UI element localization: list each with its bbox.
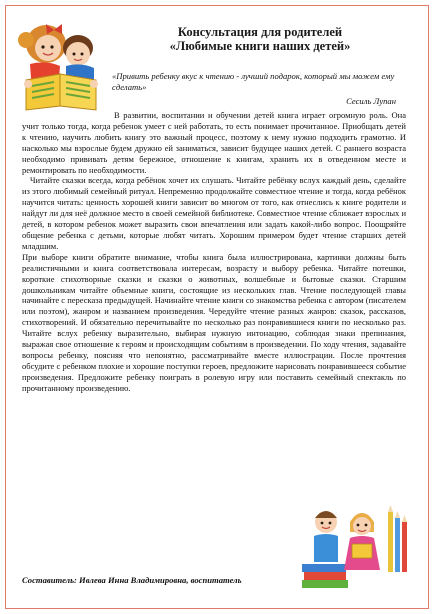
children-reading-illustration [12, 14, 112, 114]
epigraph-author: Сесиль Лупан [346, 96, 396, 106]
epigraph-quote: «Привить ребенку вкус к чтению - лучший подарок, который мы можем ему сделать» [112, 71, 395, 92]
author-signature: Составитель: Ивлева Инна Владимировна, воспитатель [22, 575, 242, 585]
page-title [110, 26, 410, 53]
title-line-1: Консультация для родителей [177, 25, 343, 39]
article-body [22, 110, 406, 394]
title-line-2: «Любимые книги наших детей» [169, 38, 351, 53]
paragraph-3: При выборе книги обратите внимание, чтобы книга была иллюстрирована, картинки должны быть реалистичными и книга соответствовала интересам, возрасту и выбору ребенка. Читайте потешки, короткие стихотворные сказки и сказки о животных, волшебные и бытовые сказки. Старшим дошкольникам читайте объемные книги, состоящие из нескольких глав. Чтение последующей главы начинайте с пересказа предыдущей. Начинайте чтение книги со знакомства ребенка с автором (писателем или поэтом), жанром и названием произведения. Чередуйте чтение разных жанров: сказок, рассказов, стихотворений. И обязательно перечитывайте по несколько раз понравившиеся книги по несколько раз. Читайте вслух ребенку выразительно, выбирая нужную интонацию, соблюдая знаки препинания, выражая свое отношение к героям и происходящим событиям в произведении. По ходу чтения, задавайте вопросы ребенку, поясняя что непонятно, рассматривайте вместе иллюстрации. После прочтения обсудите с ребенком плохие и хорошие поступки героев, предложите нарисовать понравившееся событие произведения. Предложите ребенку поиграть в ролевую игру или поставить семейный спектакль по прочитанному произведению. [22, 251, 406, 393]
paragraph-1: В развитии, воспитании и обучении детей книга играет огромную роль. Она учит только тогда, когда ребенок умеет с ней работать, то есть понимает прочитанное. Приобщать детей к чтению, научить любить книгу это важный процесс, поэтому к нему нужно подходить грамотно. И насколько мы взрослые будем дружно ей заниматься, зависит будущее наших детей. С раннего возраста необходимо прививать детям бережное, отношение к книгам, хранить их в отведенном месте и ремонтировать по необходимости. [22, 110, 406, 175]
paragraph-2: Читайте сказки всегда, когда ребёнок хочет их слушать. Читайте ребёнку вслух каждый день, сделайте из этого любимый семейный ритуал. Непременно продолжайте совместное чтение и тогда, когда ребёнок научится читать: ценность хорошей книги зависит во многом от того, как отнеслись к книге родители и найдут ли для неё должное место в своей семейной библиотеке. Совместное чтение сближает взрослых и детей, в котором ребенок может выразить свои впечатления или задать какой-либо вопрос. Поощряйте общение ребенка с детьми, которые любят читать. Хорошим примером будет чтение старших детей младшим. [22, 175, 406, 251]
